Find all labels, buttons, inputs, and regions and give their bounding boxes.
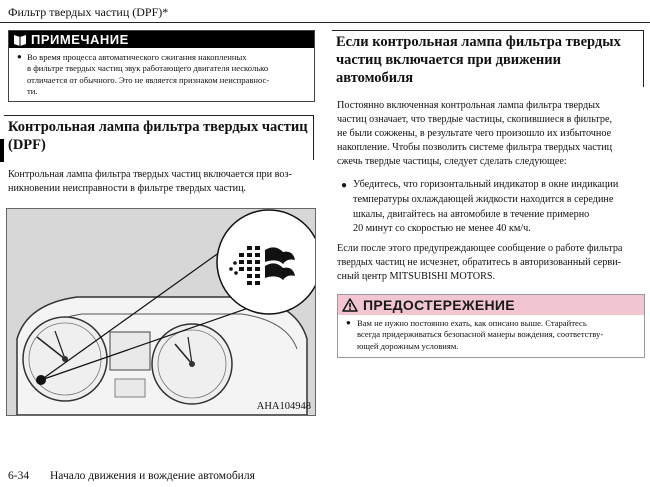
header-rule: [0, 22, 650, 23]
driving-paragraph-line: накопление. Чтобы позволить системе фильтра твердых частиц: [337, 142, 613, 153]
note-line: в фильтре твердых частиц звук работающего двигателя несколько: [27, 63, 269, 74]
instrument-cluster-drawing: [7, 209, 315, 415]
caution-box: [337, 294, 645, 358]
note-bullet-icon: ●: [17, 52, 22, 61]
driving-paragraph-line: Постоянно включенная контрольная лампа фильтра твердых: [337, 100, 601, 111]
caution-text: [357, 318, 641, 352]
dpf-paragraph-line: Контрольная лампа фильтра твердых частиц включается при воз-: [8, 169, 292, 180]
dpf-section-heading: [4, 115, 314, 160]
note-title: ПРИМЕЧАНИЕ: [31, 32, 129, 47]
driving-heading-line: автомобиля: [336, 70, 414, 86]
bullet-line: 20 минут со скоростью не менее 40 км/ч.: [353, 223, 531, 235]
driving-paragraph-line: сный центр MITSUBISHI MOTORS.: [337, 271, 496, 282]
running-header: Фильтр твердых частиц (DPF)*: [8, 5, 169, 19]
note-text: [27, 52, 309, 97]
driving-paragraph-line: Если после этого предупреждающее сообщение о работе фильтра: [337, 243, 623, 254]
driving-heading-line: частиц включается при движении: [336, 52, 561, 68]
instrument-cluster-illustration: [6, 208, 316, 416]
warning-triangle-icon: [342, 298, 358, 312]
driving-bullet-item: [353, 178, 643, 237]
note-line: ти.: [27, 85, 38, 96]
bullet-line: Убедитесь, что горизонтальный индикатор в окне индикации: [353, 179, 619, 190]
bullet-icon: ●: [341, 180, 348, 191]
caution-bullet-icon: ●: [346, 318, 351, 327]
note-title-bar: [9, 31, 314, 48]
driving-paragraph-line: сжечь твердые частицы, следует сделать следующее:: [337, 156, 567, 167]
tachometer-gauge: [23, 317, 107, 401]
bullet-line: шкалы, двигайтесь на автомобиле в течение примерно: [353, 208, 590, 220]
page-number: 6-34: [8, 470, 30, 482]
figure-reference-label: AHA104948: [256, 401, 311, 412]
driving-heading-line: Если контрольная лампа фильтра твердых: [336, 34, 621, 50]
driving-paragraph-line: твердых частиц не исчезнет, обратитесь в авторизованный серви-: [337, 257, 622, 268]
speedometer-gauge: [152, 324, 232, 404]
note-box: [8, 30, 315, 102]
dpf-heading-line: (DPF): [8, 137, 46, 153]
note-line: отличается от обычного. Это не является признаком неисправнос-: [27, 74, 270, 85]
driving-paragraph-line: частиц означает, что твердые частицы, скопившиеся в фильтре,: [337, 114, 613, 125]
dpf-paragraph: [8, 168, 313, 196]
driving-paragraph-1: [337, 99, 643, 169]
dpf-heading-line: Контрольная лампа фильтра твердых частиц: [8, 119, 308, 135]
caution-line: Вам не нужно постоянно ехать, как описано выше. Старайтесь: [357, 318, 587, 328]
driving-section-heading: [332, 30, 644, 87]
driving-paragraph-line: не были сожжены, в результате чего произошло их избыточное: [337, 128, 612, 139]
dpf-paragraph-line: никновении неисправности в фильтре твердых частиц.: [8, 183, 247, 194]
dpf-warning-lamp-enlarged: [217, 210, 315, 314]
caution-line: ющей дорожным условиям.: [357, 340, 459, 351]
note-book-icon: [13, 33, 27, 46]
caution-title: ПРЕДОСТЕРЕЖЕНИЕ: [363, 297, 515, 313]
caution-title-bar: [338, 295, 644, 315]
chapter-title: Начало движения и вождение автомобиля: [50, 470, 255, 482]
bullet-line: температуры охлаждающей жидкости находится в середине: [353, 193, 614, 205]
driving-paragraph-2: [337, 242, 643, 284]
caution-line: всегда придерживаться безопасной манеры вождения, соответству-: [357, 329, 604, 340]
note-line: Во время процесса автоматического сжигания накопленных: [27, 52, 247, 62]
